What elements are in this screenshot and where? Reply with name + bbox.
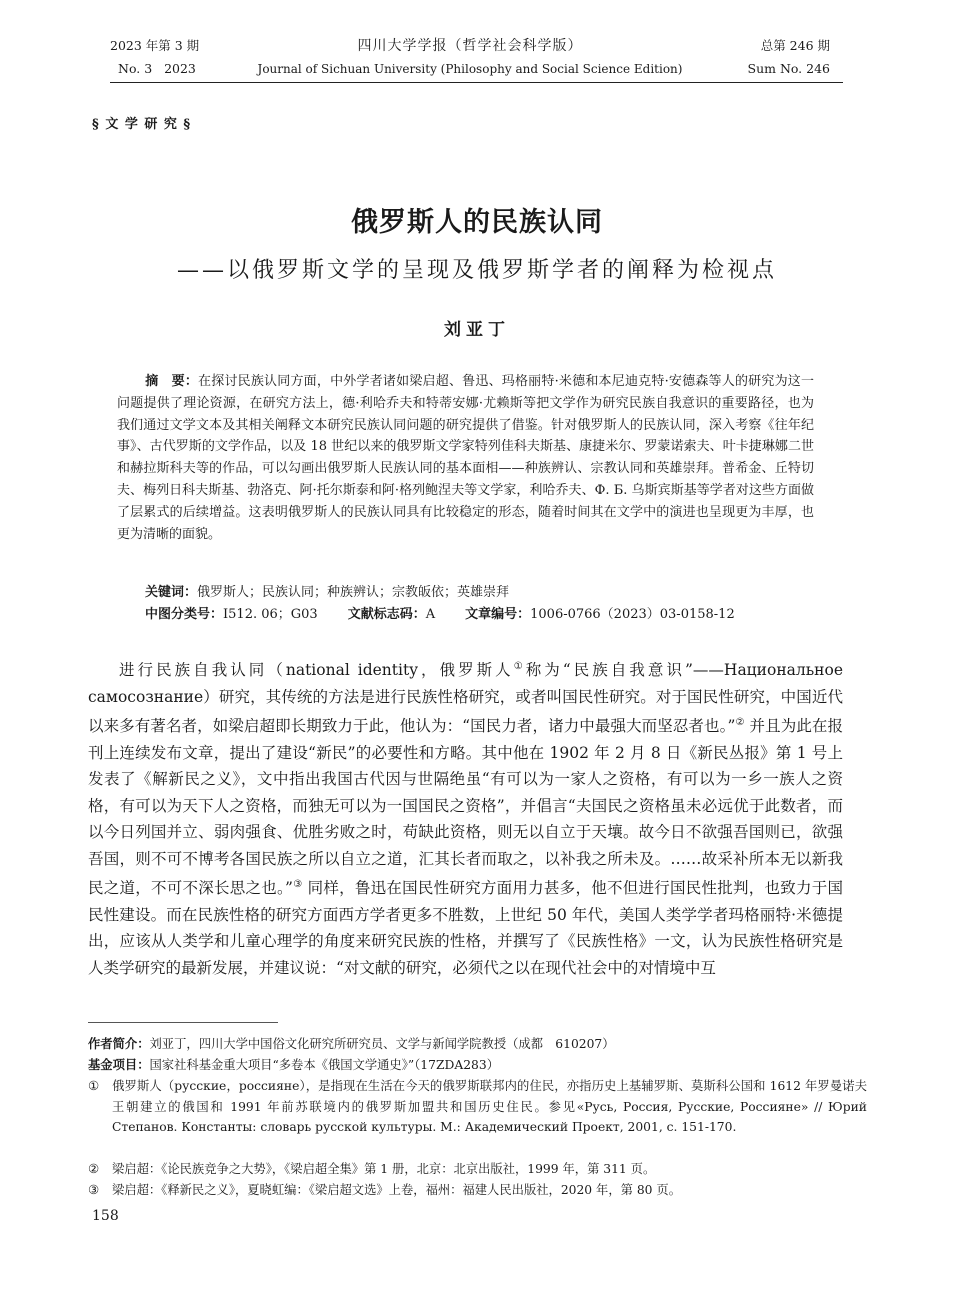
issue-cn: 2023 年第 3 期 — [110, 38, 200, 53]
keywords — [145, 582, 815, 604]
author-bio-text: 刘亚丁，四川大学中国俗文化研究所研究员、文学与新闻学院教授（成都 610207） — [149, 1037, 615, 1051]
fund-info — [88, 1055, 843, 1076]
clc-label: 中图分类号： — [145, 607, 224, 622]
footnote-3-number: ③ — [88, 1183, 100, 1197]
sum-issue-en: Sum No. 246 — [747, 61, 830, 76]
footnote-ref-3[interactable]: ③ — [292, 879, 303, 891]
body-paragraph — [88, 654, 843, 981]
article-author: 刘亚丁 — [444, 320, 510, 340]
author-bio-label: 作者简介： — [88, 1036, 150, 1051]
body-text-part-3: 并且为此在报刊上连续发布文章，提出了建设“新民”的必要性和方略。其中他在 1902 年 2 月 8 日《新民丛报》第 1 号上发表了《解新民之义》，文中指出我国古代因与世隔绝虽“有可以为一家人之资格，有可以为一乡一族人之资格，有可以为天下人之资格，而独无可以为一国国民之资格”，并倡言“夫国民之资格虽未必远优于此数者，而以今日列国并立、弱肉强食、优胜劣败之时，苟缺此资格，则无以自立于天壤。故今日不欲强吾国则已，欲强吾国，则不可不博考各国民族之所以自立之道，汇其长者而取之，以补我之所未及。……故采补所本无以新我民之道，不可不深长思之也。” — [88, 717, 843, 898]
footnote-2 — [88, 1159, 867, 1180]
author-bio — [88, 1034, 843, 1055]
footnote-1-number: ① — [88, 1079, 100, 1093]
keywords-text: 俄罗斯人；民族认同；种族辨认；宗教皈依；英雄崇拜 — [197, 585, 510, 600]
classification-line — [145, 604, 815, 626]
journal-name-cn: 四川大学学报（哲学社会科学版） — [357, 38, 583, 54]
section-label: § 文 学 研 究 § — [92, 117, 192, 132]
article-title: 俄罗斯人的民族认同 — [351, 207, 603, 238]
footnote-ref-2[interactable]: ② — [735, 717, 745, 729]
body-text-part-2: 称为“民族自我意识”——Национальное самосознание）研究，其传统的方法是进行民族性格研究，或者叫国民性研究。对于国民性研究，中国近代以来多有著名者，如梁启超即长期致力于此，他认为：“国民力者，诸力中最强大而坚忍者也。” — [88, 661, 844, 736]
footnote-divider — [88, 1022, 278, 1023]
abstract — [117, 371, 814, 545]
article-number-value: 1006-0766（2023）03-0158-12 — [530, 607, 735, 622]
article-number-label: 文章编号： — [465, 607, 531, 622]
doc-code-value: A — [425, 607, 436, 622]
body-text-part-4: 同样，鲁迅在国民性研究方面用力甚多，他不但进行国民性批判，也致力于国民性建设。而在民族性格的研究方面西方学者更多不胜数，上世纪 50 年代，美国人类学学者玛格丽特·米德提出，应该从人类学和儿童心理学的角度来研究民族的性格，并撰写了《民族性格》一文，认为民族性格研究是人类学研究的最新发展，并建议说：“对文献的研究，必须代之以在现代社会中的对情境中互 — [88, 879, 843, 977]
footnote-1 — [88, 1076, 867, 1138]
abstract-text: 在探讨民族认同方面，中外学者诸如梁启超、鲁迅、玛格丽特·米德和本尼迪克特·安德森等人的研究为这一问题提供了理论资源，在研究方法上，德·利哈乔夫和特蒂安娜·尤赖斯等把文学作为研究民族自我意识的重要路径，也为我们通过文学文本及其相关阐释文本研究民族认同问题的研究提供了借鉴。针对俄罗斯人的民族认同，深入考察《往年纪事》、古代罗斯的文学作品，以及 18 世纪以来的俄罗斯文学家特列佳科夫斯基、康捷米尔、罗蒙诺索夫、叶卡捷琳娜二世和赫拉斯科夫等的作品，可以勾画出俄罗斯人民族认同的基本面相——种族辨认、宗教认同和英雄崇拜。普希金、丘特切夫、梅列日科夫斯基、勃洛克、阿·托尔斯泰和阿·格列鲍涅夫等文学家，利哈乔夫、Ф. Б. 乌斯宾斯基等学者对这些方面做了层累式的后续增益。这表明俄罗斯人的民族认同具有比较稳定的形态，随着时间其在文学中的演进也呈现更为丰厚，也更为清晰的面貌。 — [117, 374, 814, 542]
body-text-part-1: 进行民族自我认同（national identity，俄罗斯人 — [119, 661, 514, 680]
footnote-3 — [88, 1180, 867, 1201]
keywords-label: 关键词： — [145, 585, 198, 600]
footnote-ref-1[interactable]: ① — [513, 661, 526, 672]
abstract-label: 摘 要： — [145, 374, 199, 389]
doc-code-label: 文献标志码： — [347, 607, 426, 622]
fund-label: 基金项目： — [88, 1057, 150, 1072]
issue-en: No. 3 2023 — [118, 61, 196, 76]
footnote-2-number: ② — [88, 1162, 100, 1176]
sum-issue-cn: 总第 246 期 — [760, 38, 830, 53]
page-number: 158 — [92, 1208, 119, 1224]
footnote-2-text: 梁启超：《论民族竞争之大势》，《梁启超全集》第 1 册，北京：北京出版社，1999 年，第 311 页。 — [112, 1162, 656, 1176]
fund-text: 国家社科基金重大项目“多卷本《俄国文学通史》”（17ZDA283） — [149, 1058, 500, 1072]
article-subtitle: ——以俄罗斯文学的呈现及俄罗斯学者的阐释为检视点 — [176, 258, 777, 283]
header-divider — [110, 82, 843, 83]
footnote-1-text: 俄罗斯人（русские，россияне），是指现在生活在今天的俄罗斯联邦内的住民，亦指历史上基辅罗斯、莫斯科公国和 1612 年罗曼诺夫王朝建立的俄国和 1991 年前苏联境内的俄罗斯加盟共和国历史住民。参见«Русь, Россия, Русские, Россияне» // Юрий Степанов. Константы: словарь русской культуры. М.: Академический Проект, 2001, с. 151-170. — [112, 1079, 867, 1134]
clc-value: I512. 06；G03 — [223, 607, 318, 622]
footnote-3-text: 梁启超：《释新民之义》，夏晓虹编：《梁启超文选》上卷，福州：福建人民出版社，2020 年，第 80 页。 — [112, 1183, 681, 1197]
journal-name-en: Journal of Sichuan University (Philosophy and Social Science Edition) — [257, 62, 683, 76]
